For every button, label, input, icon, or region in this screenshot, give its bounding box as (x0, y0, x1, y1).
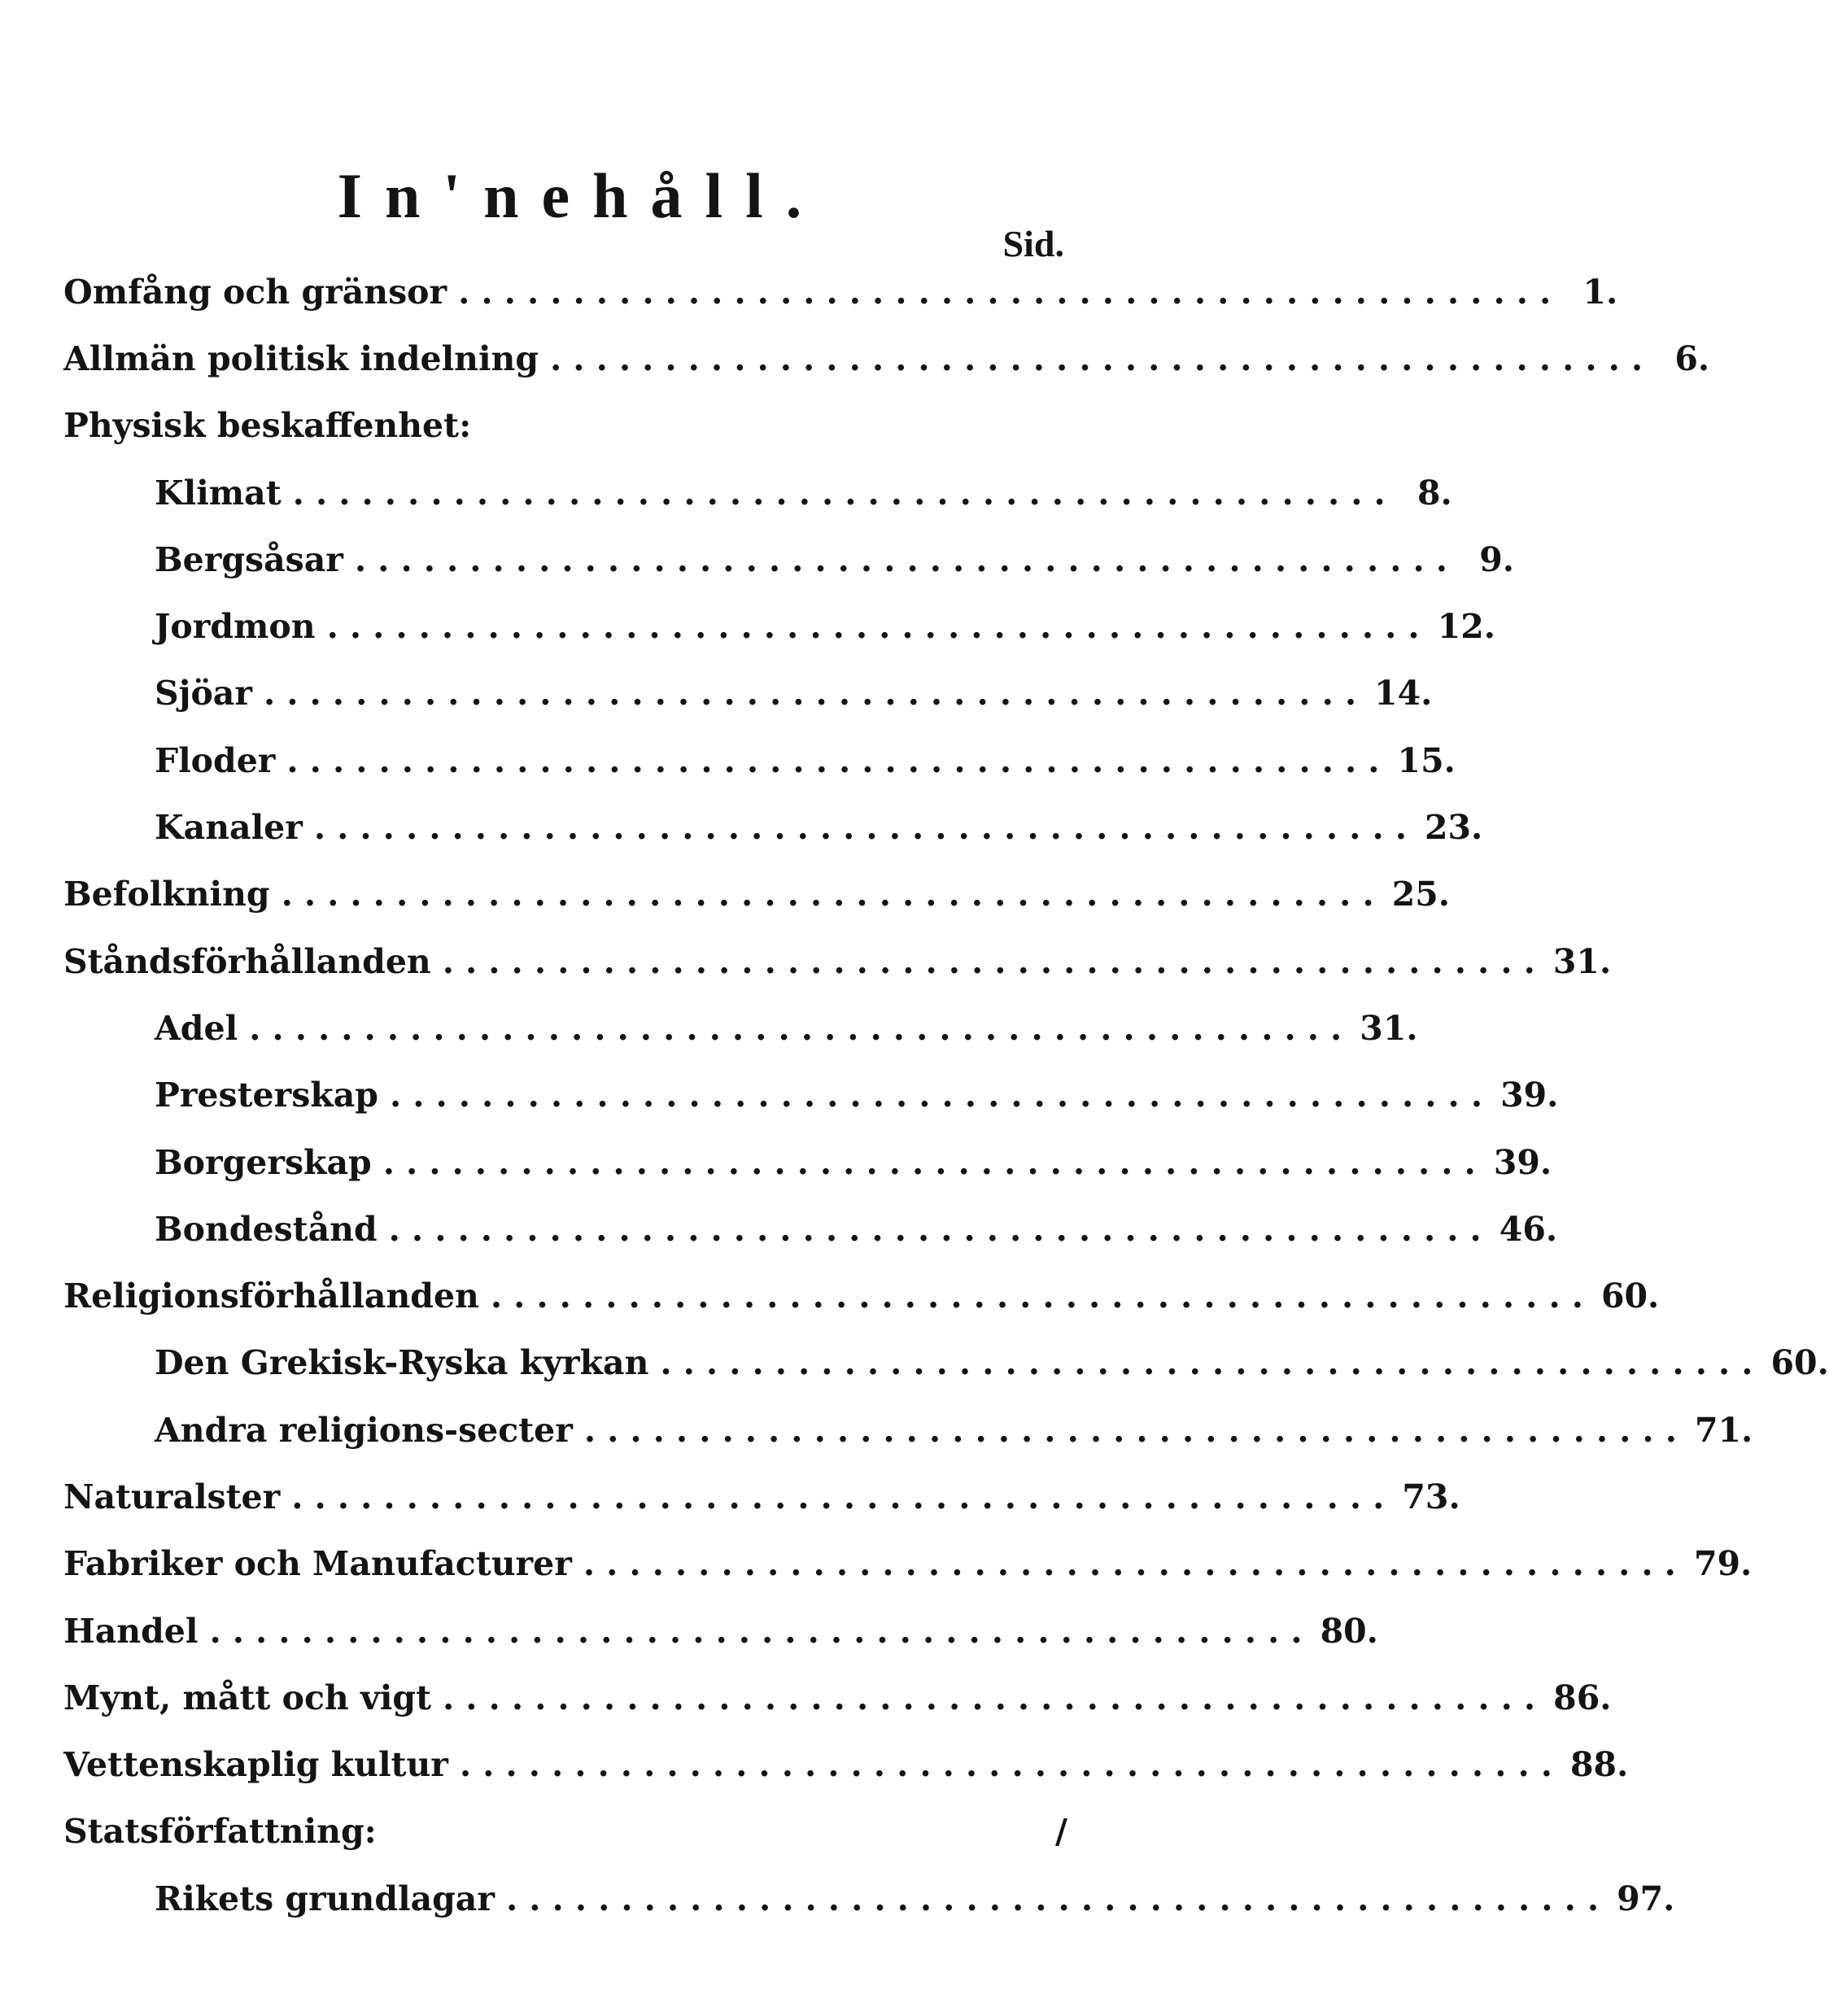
toc-entry-page-number: 8. (1417, 473, 1452, 513)
toc-entry-page-number: 80. (1320, 1611, 1378, 1651)
toc-entry-label: Omfång och gränsor (63, 272, 447, 312)
toc-entry-label: Sjöar (155, 674, 252, 713)
toc-entry-page-number: 1. (1582, 272, 1618, 312)
dot-leader: ................................................ (286, 740, 1391, 780)
toc-entry-label: Statsförfattning: (63, 1812, 377, 1852)
dot-leader: ................................................ (249, 1008, 1354, 1048)
dot-leader: ................................................ (550, 338, 1655, 378)
dot-leader: ................................................ (313, 808, 1418, 848)
dot-leader: ................................................ (291, 1477, 1396, 1516)
toc-entry (63, 794, 1483, 861)
toc-entry (63, 593, 1496, 660)
toc-entry-page-number: 46. (1499, 1209, 1558, 1249)
toc-entry-label: Kanaler (155, 808, 303, 848)
toc-entry-page-number: 79. (1693, 1544, 1753, 1584)
dot-leader: ................................................ (583, 1410, 1688, 1450)
toc-entry-page-number: 71. (1694, 1410, 1753, 1450)
page-title: In'nehåll. (337, 160, 825, 232)
toc-entry (63, 1330, 1829, 1397)
toc-entry-page-number: 97. (1617, 1879, 1675, 1918)
toc-entry-label: Befolkning (63, 875, 270, 914)
toc-entry-label: Floder (155, 740, 276, 780)
toc-entry-label: Religionsförhållanden (63, 1276, 479, 1316)
toc-entry-page-number: 88. (1570, 1745, 1629, 1785)
toc-entry (63, 1732, 1629, 1799)
dot-leader: ................................................ (660, 1343, 1765, 1383)
table-of-contents (63, 259, 1829, 1932)
toc-entry (63, 995, 1418, 1062)
toc-entry-label: Fabriker och Manufacturer (63, 1544, 572, 1584)
toc-entry (63, 1464, 1460, 1530)
dot-leader: ................................................ (389, 1076, 1495, 1115)
toc-entry (63, 661, 1433, 727)
toc-entry-page-number: 31. (1360, 1008, 1418, 1048)
toc-entry (63, 1263, 1660, 1329)
toc-entry-label: Presterskap (155, 1076, 378, 1115)
toc-entry (63, 393, 1067, 460)
toc-entry (63, 325, 1710, 392)
toc-entry (63, 1196, 1558, 1263)
dot-leader: ................................................ (382, 1142, 1487, 1182)
toc-entry-page-number: 14. (1374, 674, 1433, 713)
dot-leader: ................................................ (505, 1879, 1611, 1918)
toc-entry-page-number: 73. (1402, 1477, 1460, 1516)
dot-leader: ................................................ (459, 1745, 1565, 1785)
dot-leader: ................................................ (442, 941, 1547, 981)
dot-leader: ................................................ (458, 272, 1563, 312)
toc-entry (63, 1129, 1552, 1196)
toc-entry-page-number: 86. (1553, 1678, 1612, 1717)
toc-entry-page-number: 39. (1500, 1076, 1559, 1115)
toc-entry (63, 259, 1618, 325)
toc-entry (63, 1598, 1378, 1665)
dot-leader: ................................................ (209, 1611, 1314, 1651)
toc-entry-page-number: 9. (1479, 539, 1515, 579)
toc-entry-label: Borgerskap (155, 1142, 372, 1182)
toc-entry (63, 460, 1452, 526)
toc-entry-label: Vettenskaplig kultur (63, 1745, 448, 1785)
toc-entry-label: Physisk beskaffenhet: (63, 406, 472, 446)
toc-entry-label: Rikets grundlagar (155, 1879, 495, 1918)
toc-entry (63, 526, 1515, 593)
toc-entry (63, 1665, 1612, 1731)
toc-entry-page-number: 15. (1397, 740, 1456, 780)
dot-leader: ................................................ (263, 674, 1368, 713)
dot-leader: ................................................ (583, 1544, 1687, 1584)
page-column-label: Sid. (1002, 223, 1064, 264)
toc-entry-page-number: 39. (1493, 1142, 1552, 1182)
toc-entry-label: Adel (155, 1008, 238, 1048)
toc-entry-page-number: 60. (1601, 1276, 1660, 1316)
toc-entry-page-number: 12. (1437, 607, 1496, 647)
toc-entry-label: Allmän politisk indelning (63, 338, 539, 378)
toc-entry-page-number: 31. (1552, 941, 1612, 981)
toc-entry-label: Naturalster (63, 1477, 281, 1516)
toc-entry-page-number: 6. (1674, 338, 1710, 378)
toc-entry (63, 1397, 1753, 1464)
dot-leader: ................................................ (490, 1276, 1595, 1316)
toc-entry-label: Ståndsförhållanden (63, 941, 431, 981)
toc-entry-label: Handel (63, 1611, 199, 1651)
dot-leader: ................................................ (354, 539, 1460, 579)
dot-leader: ................................................ (443, 1678, 1547, 1717)
toc-entry (63, 1063, 1559, 1129)
toc-entry (63, 1865, 1675, 1932)
toc-entry-label: Bondestånd (155, 1209, 378, 1249)
dot-leader: ................................................ (292, 473, 1397, 513)
toc-entry (63, 862, 1451, 928)
toc-entry-label: Andra religions-secter (155, 1410, 573, 1450)
toc-entry (63, 1531, 1753, 1598)
dot-leader: ................................................ (388, 1209, 1493, 1249)
toc-entry-label: Klimat (155, 473, 282, 513)
toc-entry-page-number: 23. (1425, 808, 1483, 848)
toc-entry (63, 1799, 1067, 1865)
dot-leader: ................................................ (281, 875, 1386, 914)
toc-entry-page-number: / (1055, 1812, 1067, 1852)
toc-entry-label: Bergsåsar (155, 539, 343, 579)
toc-entry-page-number: 60. (1770, 1343, 1829, 1383)
toc-entry-label: Mynt, mått och vigt (63, 1678, 432, 1717)
toc-entry-label: Den Grekisk-Ryska kyrkan (155, 1343, 649, 1383)
toc-entry (63, 928, 1612, 995)
toc-entry (63, 727, 1456, 794)
dot-leader: ................................................ (326, 607, 1431, 647)
toc-entry-label: Jordmon (155, 607, 316, 647)
toc-entry-page-number: 25. (1391, 875, 1451, 914)
